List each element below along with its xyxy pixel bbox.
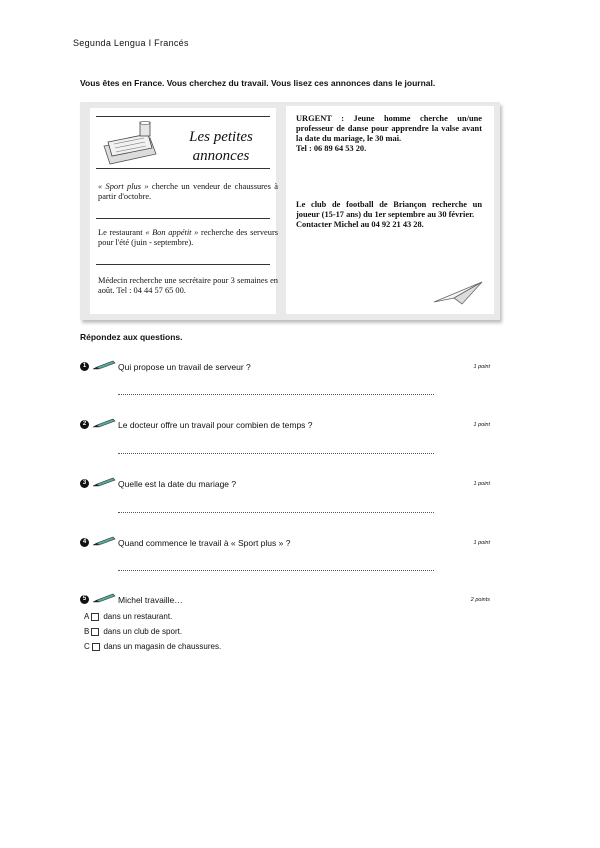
ad-text: recherche des serveurs pour l'été (juin - septembre). — [98, 228, 278, 247]
question-4 — [80, 536, 500, 556]
option-c[interactable] — [84, 642, 221, 651]
ads-title-line1: Les petites — [189, 129, 253, 145]
pencil-icon — [91, 476, 117, 488]
page-header: Segunda Lengua I Francés — [73, 38, 189, 48]
question-points: 1 point — [473, 422, 490, 428]
question-text: Qui propose un travail de serveur ? — [118, 362, 251, 372]
ad-contact: Contacter Michel au 04 92 21 43 28. — [296, 220, 424, 229]
divider — [96, 264, 270, 265]
ad-text: Médecin recherche une secrétaire pour 3 semaines en août. Tel : 04 44 57 65 00. — [98, 276, 278, 295]
question-points: 2 points — [470, 597, 490, 603]
option-text: dans un magasin de chaussures. — [103, 642, 222, 651]
newspaper-right-column — [286, 106, 494, 314]
ad-restaurant — [98, 228, 278, 248]
option-letter: C — [84, 642, 90, 651]
newspaper-left-column — [90, 108, 276, 314]
option-text: dans un club de sport. — [103, 627, 183, 636]
ad-football — [296, 200, 482, 230]
answer-line-4[interactable] — [118, 569, 434, 571]
question-points: 1 point — [473, 364, 490, 370]
question-points: 1 point — [473, 540, 490, 546]
answer-line-3[interactable] — [118, 511, 434, 513]
instructions: Vous êtes en France. Vous cherchez du travail. Vous lisez ces annonces dans le journal. — [80, 78, 436, 88]
answer-line-2[interactable] — [118, 452, 434, 454]
ads-title-line2: annonces — [192, 148, 250, 164]
ads-title — [178, 128, 264, 166]
option-letter: B — [84, 627, 90, 636]
question-3 — [80, 477, 500, 497]
ad-em: « Sport plus » — [98, 182, 149, 191]
checkbox[interactable] — [91, 613, 99, 621]
option-b[interactable] — [84, 627, 182, 636]
newspaper-stack-icon — [100, 120, 160, 166]
ad-em: « Bon appétit » — [145, 228, 199, 237]
pencil-icon — [91, 592, 117, 604]
question-number: 3 — [80, 479, 89, 488]
question-number: 2 — [80, 420, 89, 429]
question-number: 4 — [80, 538, 89, 547]
ad-urgent — [296, 114, 482, 154]
question-1 — [80, 360, 500, 380]
ad-medecin — [98, 276, 278, 296]
question-points: 1 point — [473, 481, 490, 487]
question-5 — [80, 593, 500, 613]
checkbox[interactable] — [91, 628, 99, 636]
divider — [96, 168, 270, 169]
pencil-icon — [91, 417, 117, 429]
option-text: dans un restaurant. — [103, 612, 173, 621]
divider — [96, 218, 270, 219]
question-2 — [80, 418, 500, 438]
ad-text: URGENT : Jeune homme cherche un/une professeur de danse pour apprendre la valse avant la date du mariage, le 30 mai. — [296, 114, 482, 143]
checkbox[interactable] — [92, 643, 100, 651]
paper-plane-icon — [432, 280, 484, 306]
pencil-icon — [91, 535, 117, 547]
option-letter: A — [84, 612, 90, 621]
ad-text: cherche un vendeur de chaussures à partir d'octobre. — [98, 182, 278, 201]
divider — [96, 116, 270, 117]
question-text: Quand commence le travail à « Sport plus » ? — [118, 538, 291, 548]
answer-line-1[interactable] — [118, 393, 434, 395]
question-number: 1 — [80, 362, 89, 371]
question-number: 5 — [80, 595, 89, 604]
ad-sport-plus — [98, 182, 278, 202]
ad-text: Le restaurant — [98, 228, 146, 237]
questions-heading: Répondez aux questions. — [80, 332, 183, 342]
question-text: Michel travaille… — [118, 595, 183, 605]
option-a[interactable] — [84, 612, 172, 621]
ad-phone: Tel : 06 89 64 53 20. — [296, 144, 367, 153]
ad-text: Le club de football de Briançon recherche un joueur (15-17 ans) du 1er septembre au 30 février. — [296, 200, 482, 219]
question-text: Le docteur offre un travail pour combien de temps ? — [118, 420, 313, 430]
pencil-icon — [91, 359, 117, 371]
newspaper-clipping — [80, 102, 500, 320]
question-text: Quelle est la date du mariage ? — [118, 479, 237, 489]
